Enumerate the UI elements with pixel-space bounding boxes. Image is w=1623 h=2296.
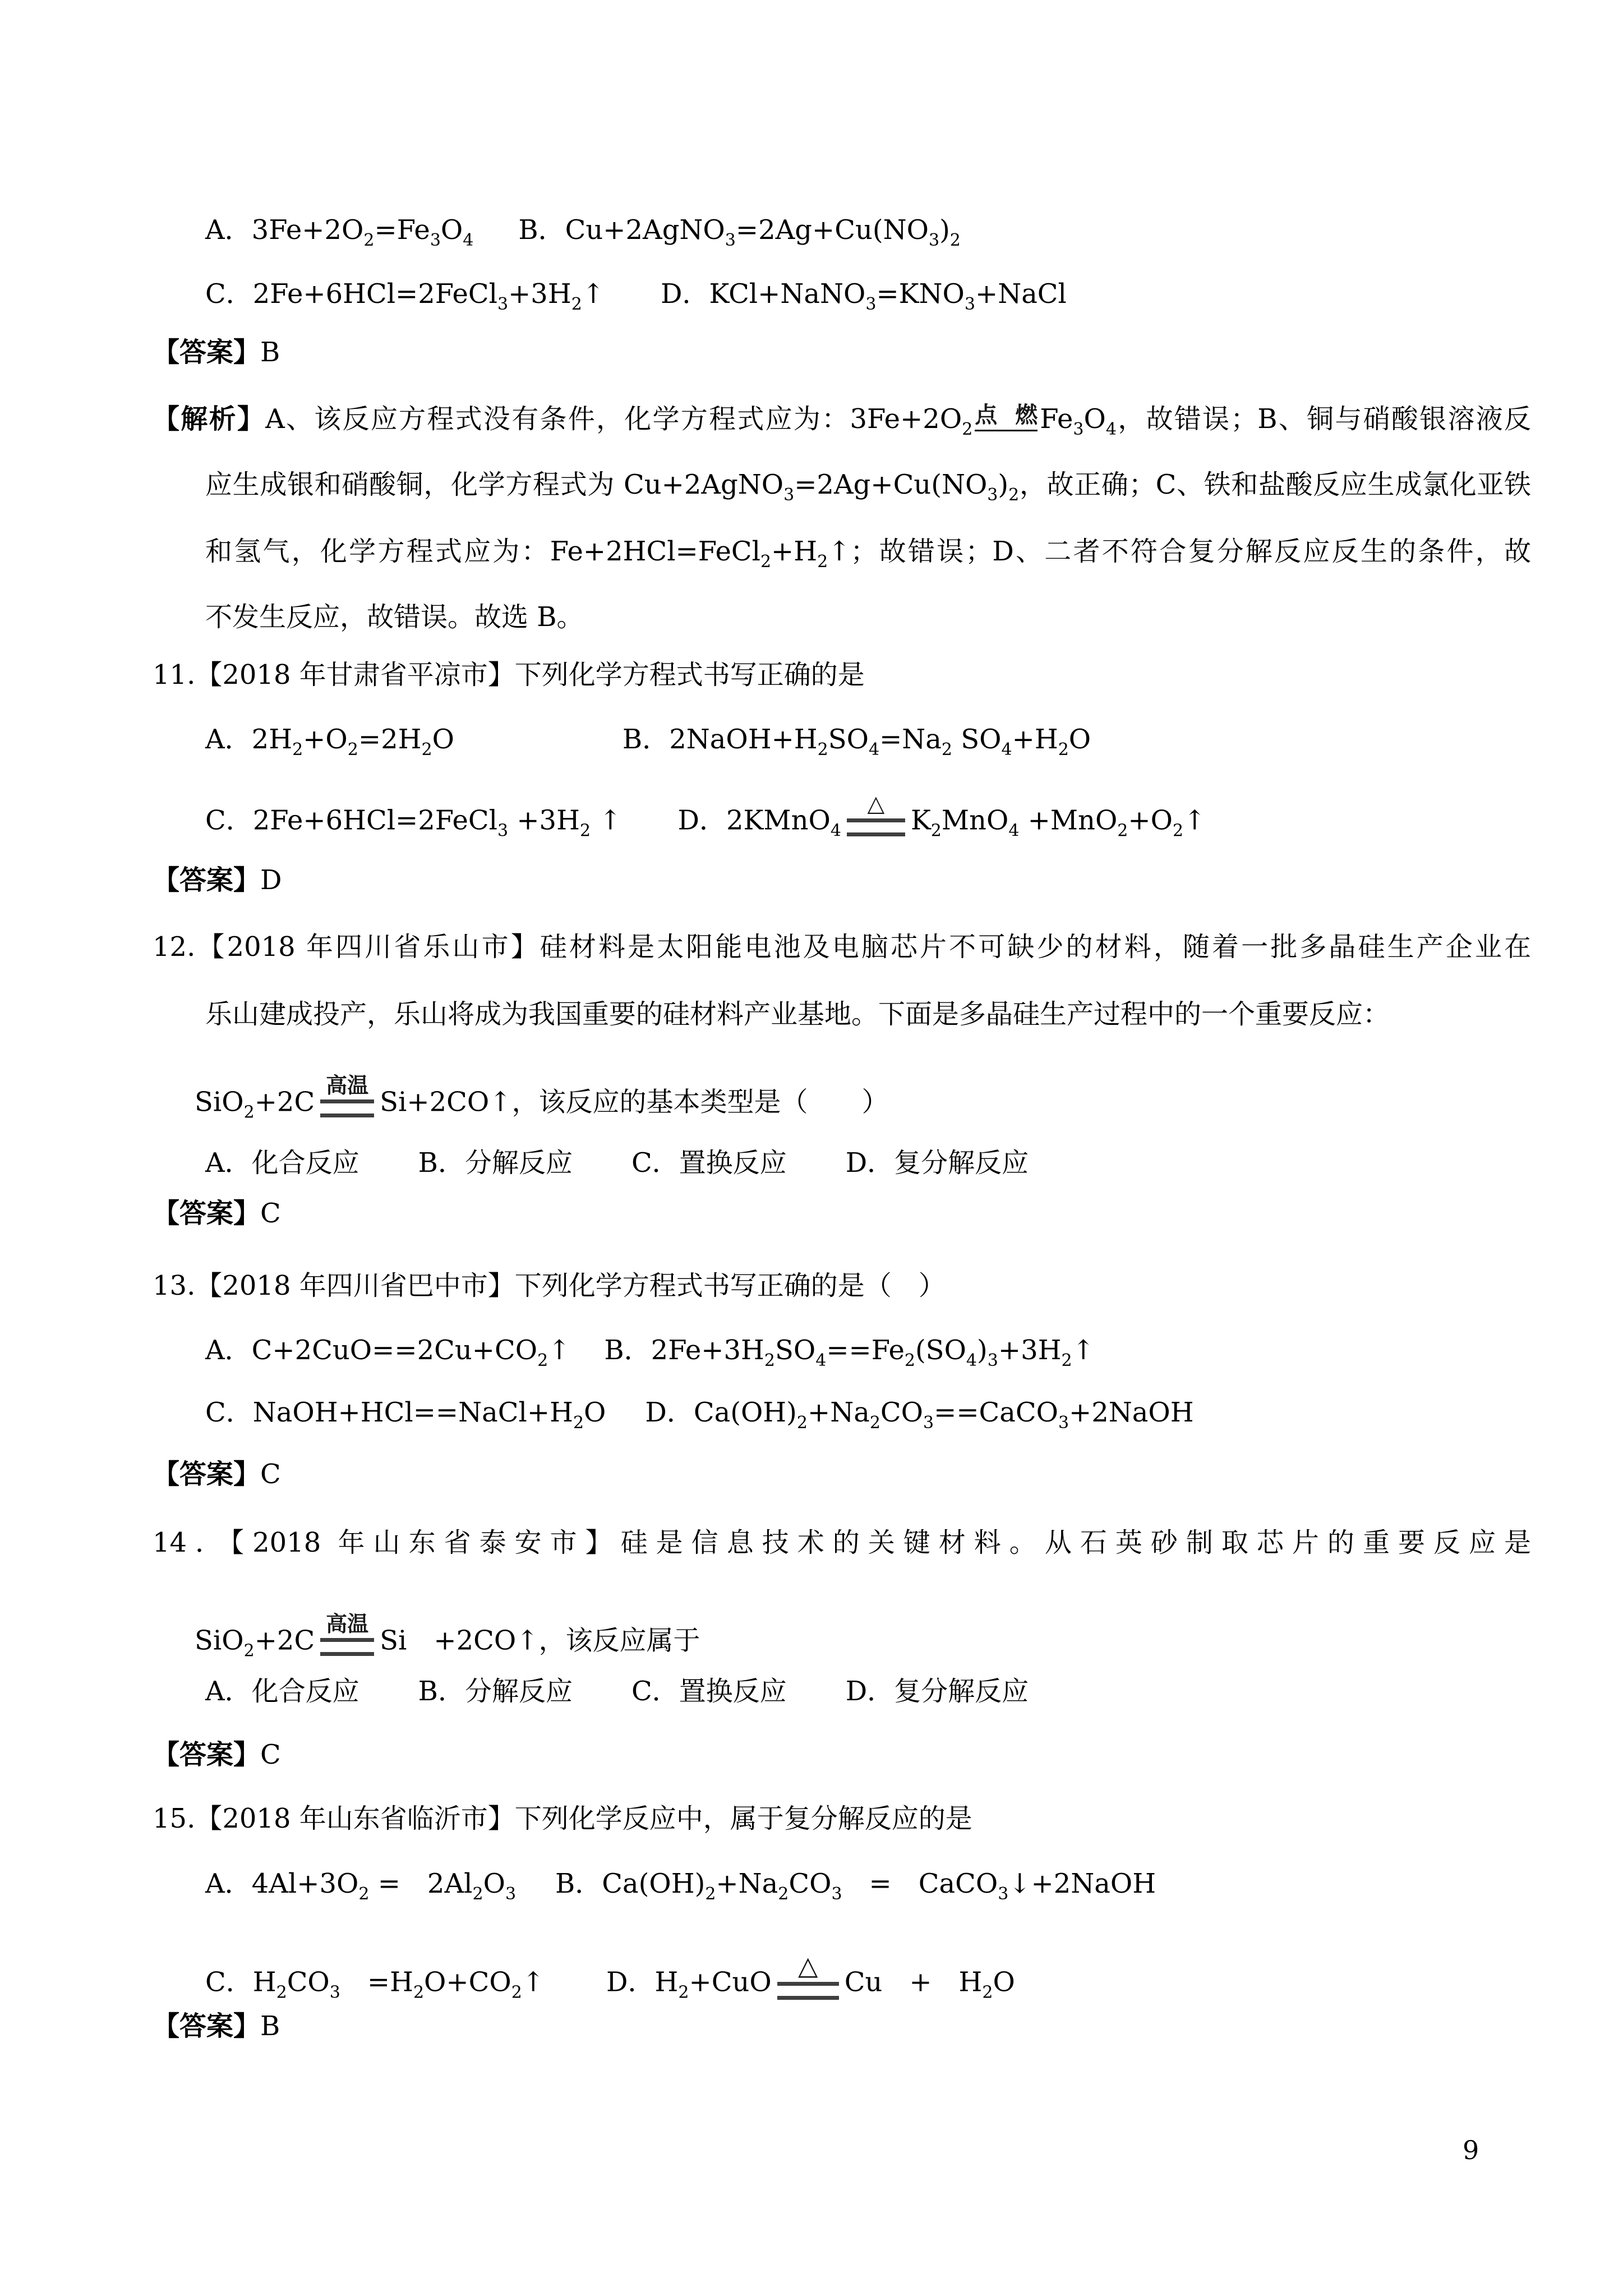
q15-answer [153, 2010, 280, 2043]
text-run: D [260, 864, 282, 896]
text-run: 14．【2018 年山东省泰安市】硅是信息技术的关键材料。从石英砂制取芯片的重要反应是 [153, 1527, 1531, 1558]
text-run: ↑ [1072, 1335, 1095, 1366]
text-run: O [584, 1397, 606, 1428]
text-run: +2C [254, 1625, 315, 1657]
text-run: ) [998, 469, 1009, 500]
text-run: CO [287, 1966, 330, 1998]
text-run: ↑ [582, 278, 605, 310]
text-run: D．Ca(OH) [645, 1397, 797, 1428]
text-run: B．2NaOH+H [622, 724, 818, 755]
subscript: 2 [243, 1641, 255, 1661]
text-run: +2C [254, 1086, 315, 1118]
text-run: A．3Fe+2O [205, 214, 364, 246]
text-run: +CuO [689, 1966, 772, 1998]
text-run: CO [880, 1397, 923, 1428]
text-run: +Na [716, 1868, 778, 1899]
subscript: 2 [930, 821, 942, 841]
text-run: =2Ag+Cu(NO [735, 214, 929, 246]
subscript: 4 [1105, 420, 1117, 439]
subscript: 3 [430, 231, 441, 250]
text-run: ) [939, 214, 950, 246]
q11-answer [153, 864, 282, 897]
spacer [787, 1171, 846, 1172]
subscript: 2 [276, 1982, 287, 2003]
text-run: SO [775, 1335, 816, 1366]
text-run: =KNO [876, 278, 965, 310]
text-run: +H [1012, 724, 1058, 755]
subscript: 4 [868, 740, 880, 760]
equation-line [777, 1982, 839, 2000]
spacer [605, 302, 661, 303]
text-run: +3H [998, 1335, 1062, 1366]
text-run: 和氢气，化学方程式应为：Fe+2HCl=FeCl [205, 536, 760, 567]
subscript: 3 [505, 1884, 517, 1904]
q10-option-row-cd [205, 278, 1067, 315]
equation-line [320, 1099, 374, 1117]
text-run: ↓+2NaOH [1008, 1868, 1156, 1899]
text-run: +3H [508, 278, 571, 310]
text-run: A、该反应方程式没有条件，化学方程式应为：3Fe+2O [265, 403, 962, 435]
q14-equation [195, 1611, 700, 1664]
text-run: A．化合反应 [205, 1147, 359, 1179]
subscript: 2 [904, 1351, 915, 1370]
text-run: O [483, 1868, 505, 1899]
subscript: 3 [497, 295, 509, 314]
q12-title [153, 931, 1531, 964]
label-text: 【答案】 [153, 1198, 261, 1229]
condition-text: △ [867, 791, 885, 817]
text-run: =2Ag+Cu(NO [794, 469, 988, 500]
text-run: +O [303, 724, 348, 755]
text-run: Si +2CO↑，该反应属于 [380, 1625, 700, 1657]
text-run: O [1083, 403, 1106, 435]
text-run: A．2H [205, 724, 293, 755]
text-run: =Fe [374, 214, 430, 246]
subscript: 2 [760, 552, 772, 572]
q13-answer [153, 1458, 281, 1491]
gaowen-condition [320, 1613, 374, 1656]
text-run: SiO [195, 1086, 244, 1118]
text-run: D．H [606, 1966, 679, 1998]
q13-title [153, 1270, 946, 1303]
text-run: B [260, 337, 280, 368]
q13-option-row-cd [205, 1397, 1194, 1433]
subscript: 2 [1117, 821, 1128, 841]
subscript: 2 [941, 740, 953, 760]
subscript: 3 [987, 485, 998, 505]
spacer [622, 829, 678, 830]
text-run: K [910, 804, 931, 836]
q13-option-row-ab [205, 1335, 1095, 1371]
subscript: 4 [815, 1351, 827, 1370]
condition-text: 高温 [326, 1073, 369, 1098]
text-run: C．H [205, 1966, 276, 1998]
q14-title [153, 1527, 1531, 1559]
q12-option-row [205, 1147, 1029, 1180]
spacer [359, 1171, 418, 1172]
subscript: 2 [243, 1102, 255, 1122]
text-run: Si+2CO↑，该反应的基本类型是（ ） [380, 1086, 889, 1118]
q14-answer [153, 1739, 281, 1772]
text-run: =H [340, 1966, 413, 1998]
q12-equation [195, 1073, 889, 1125]
text-run: B．Cu+2AgNO [518, 214, 725, 246]
dianran-condition [975, 404, 1038, 431]
text-run: O [432, 724, 454, 755]
text-run: = 2Al [369, 1868, 473, 1899]
subscript: 2 [817, 552, 828, 572]
subscript: 4 [1008, 821, 1020, 841]
text-run: +3H [508, 804, 580, 836]
q10-analysis-line-2 [205, 469, 1531, 505]
spacer [573, 1171, 631, 1172]
subscript: 2 [537, 1351, 548, 1370]
subscript: 2 [1058, 740, 1069, 760]
text-run: A．C+2CuO==2Cu+CO [205, 1335, 538, 1366]
text-run: A．化合反应 [205, 1676, 359, 1707]
text-run: C [260, 1458, 281, 1490]
subscript: 2 [1061, 1351, 1072, 1370]
text-run: B．分解反应 [418, 1676, 573, 1707]
subscript: 2 [982, 1982, 993, 2003]
subscript: 2 [472, 1884, 483, 1904]
q12-answer [153, 1198, 281, 1230]
text-run: +H [771, 536, 818, 567]
subscript: 3 [987, 1351, 998, 1370]
q15-option-row-ab [205, 1868, 1156, 1904]
q10-answer [153, 337, 280, 369]
subscript: 4 [463, 231, 474, 250]
label-text: 【答案】 [153, 864, 261, 896]
equation-line [975, 430, 1038, 431]
spacer [516, 1892, 555, 1893]
spacer [473, 238, 518, 239]
q11-option-row-ab [205, 724, 1091, 760]
subscript: 2 [573, 1413, 584, 1433]
equation-line [847, 818, 905, 836]
text-run: =Na [879, 724, 942, 755]
subscript: 3 [831, 1884, 842, 1904]
text-run: +O [1128, 804, 1173, 836]
condition-text: 点燃 [975, 402, 1038, 428]
subscript: 2 [571, 295, 582, 314]
q10-analysis-line-3 [205, 536, 1531, 572]
text-run: C [260, 1739, 281, 1770]
text-run: O+CO [424, 1966, 511, 1998]
text-run: +2NaOH [1069, 1397, 1194, 1428]
text-run: ==CaCO [934, 1397, 1058, 1428]
text-run: B．分解反应 [418, 1147, 573, 1179]
text-run: O [440, 214, 463, 246]
subscript: 2 [705, 1884, 716, 1904]
subscript: 3 [1058, 1413, 1069, 1433]
q10-analysis-line-4 [205, 601, 584, 634]
page-number: 9 [1463, 2135, 1479, 2165]
text-run: C．置换反应 [631, 1676, 787, 1707]
label-text: 【答案】 [153, 1739, 261, 1770]
condition-text: △ [797, 1950, 818, 1981]
gaowen-condition [320, 1075, 374, 1117]
text-run: D．2KMnO [677, 804, 831, 836]
subscript: 2 [949, 231, 961, 250]
text-run: C．置换反应 [631, 1147, 787, 1179]
text-run: ↑ [522, 1966, 545, 1998]
subscript: 4 [830, 821, 841, 841]
text-run: 乐山建成投产，乐山将成为我国重要的硅材料产业基地。下面是多晶硅生产过程中的一个重要反应： [205, 999, 1390, 1030]
q12-stem-line-2 [205, 999, 1390, 1031]
label-text: 【解析】 [153, 403, 266, 435]
text-run: C．2Fe+6HCl=2FeCl [205, 804, 497, 836]
text-run: D．复分解反应 [845, 1676, 1029, 1707]
text-run: ↑ [1183, 804, 1206, 836]
label-text: 【答案】 [153, 337, 261, 368]
subscript: 3 [928, 231, 940, 250]
subscript: 2 [292, 740, 303, 760]
text-run: O [1068, 724, 1091, 755]
subscript: 3 [783, 485, 795, 505]
text-run: MnO [941, 804, 1009, 836]
text-run: +Na [807, 1397, 870, 1428]
text-run: ↑ [548, 1335, 571, 1366]
subscript: 3 [1073, 420, 1084, 439]
text-run: SO [952, 724, 1002, 755]
q11-title [153, 659, 865, 692]
q11-option-row-cd [205, 791, 1206, 844]
text-run: Fe [1040, 403, 1073, 435]
subscript: 3 [998, 1884, 1009, 1904]
text-run: B．2Fe+3H [604, 1335, 764, 1366]
subscript: 4 [966, 1351, 978, 1370]
text-run: SO [828, 724, 869, 755]
q15-option-row-cd [205, 1950, 1015, 2008]
subscript: 3 [964, 295, 975, 314]
text-run: B．Ca(OH) [555, 1868, 706, 1899]
q15-title [153, 1803, 972, 1835]
delta-condition [777, 1950, 839, 2000]
text-run: C．2Fe+6HCl=2FeCl [205, 278, 497, 310]
subscript: 2 [1008, 485, 1020, 505]
text-run: =2H [358, 724, 422, 755]
subscript: 3 [497, 821, 509, 841]
text-run: +MnO [1019, 804, 1118, 836]
subscript: 2 [347, 740, 358, 760]
subscript: 2 [358, 1884, 370, 1904]
text-run: ↑ [591, 804, 622, 836]
subscript: 2 [421, 740, 432, 760]
text-run: C [260, 1198, 281, 1229]
text-run: (SO [915, 1335, 966, 1366]
text-run: = CaCO [842, 1868, 998, 1899]
text-run: 12.【2018 年四川省乐山市】硅材料是太阳能电池及电脑芯片不可缺少的材料，随着一批多晶硅生产企业在 [153, 931, 1531, 963]
text-run: D．KCl+NaNO [661, 278, 866, 310]
delta-condition [847, 793, 905, 836]
text-run: A．4Al+3O [205, 1868, 359, 1899]
q14-option-row [205, 1676, 1029, 1708]
subscript: 2 [817, 740, 828, 760]
subscript: 3 [865, 295, 877, 314]
text-run: +NaCl [975, 278, 1067, 310]
text-run: 15.【2018 年山东省临沂市】下列化学反应中，属于复分解反应的是 [153, 1803, 972, 1834]
text-run: D．复分解反应 [845, 1147, 1029, 1179]
label-text: 【答案】 [153, 1458, 261, 1490]
subscript: 3 [329, 1982, 340, 2003]
text-run: 应生成银和硝酸铜，化学方程式为 Cu+2AgNO [205, 469, 784, 500]
text-run: SiO [195, 1625, 244, 1657]
text-run: ) [977, 1335, 988, 1366]
text-run: B [260, 2010, 280, 2042]
text-run: ，故正确；C、铁和盐酸反应生成氯化亚铁 [1019, 469, 1531, 500]
subscript: 2 [764, 1351, 775, 1370]
text-run: ==Fe [826, 1335, 905, 1366]
text-run: ，故错误；B、铜与硝酸银溶液反 [1116, 403, 1531, 435]
subscript: 4 [1001, 740, 1012, 760]
condition-text: 高温 [326, 1611, 369, 1636]
text-run: ↑；故错误；D、二者不符合复分解反应反生的条件，故 [828, 536, 1531, 567]
subscript: 2 [962, 420, 973, 439]
subscript: 2 [511, 1982, 522, 2003]
subscript: 2 [363, 231, 375, 250]
equation-line [320, 1638, 374, 1656]
subscript: 2 [678, 1982, 689, 2003]
text-run: 13.【2018 年四川省巴中市】下列化学方程式书写正确的是（ ） [153, 1270, 946, 1301]
text-run: Cu + H [844, 1966, 983, 1998]
label-text: 【答案】 [153, 2010, 261, 2042]
subscript: 2 [413, 1982, 425, 2003]
subscript: 3 [923, 1413, 934, 1433]
subscript: 2 [579, 821, 591, 841]
q10-analysis-line-1 [153, 403, 1531, 440]
subscript: 3 [725, 231, 736, 250]
text-run: O [993, 1966, 1015, 1998]
q10-option-row-ab [205, 214, 961, 251]
subscript: 2 [1172, 821, 1184, 841]
text-run: C．NaOH+HCl==NaCl+H [205, 1397, 573, 1428]
text-run: 11.【2018 年甘肃省平凉市】下列化学方程式书写正确的是 [153, 659, 865, 691]
subscript: 2 [869, 1413, 880, 1433]
subscript: 2 [796, 1413, 808, 1433]
text-run: CO [789, 1868, 832, 1899]
text-run: 不发生反应，故错误。故选 B。 [205, 601, 584, 633]
subscript: 2 [778, 1884, 789, 1904]
